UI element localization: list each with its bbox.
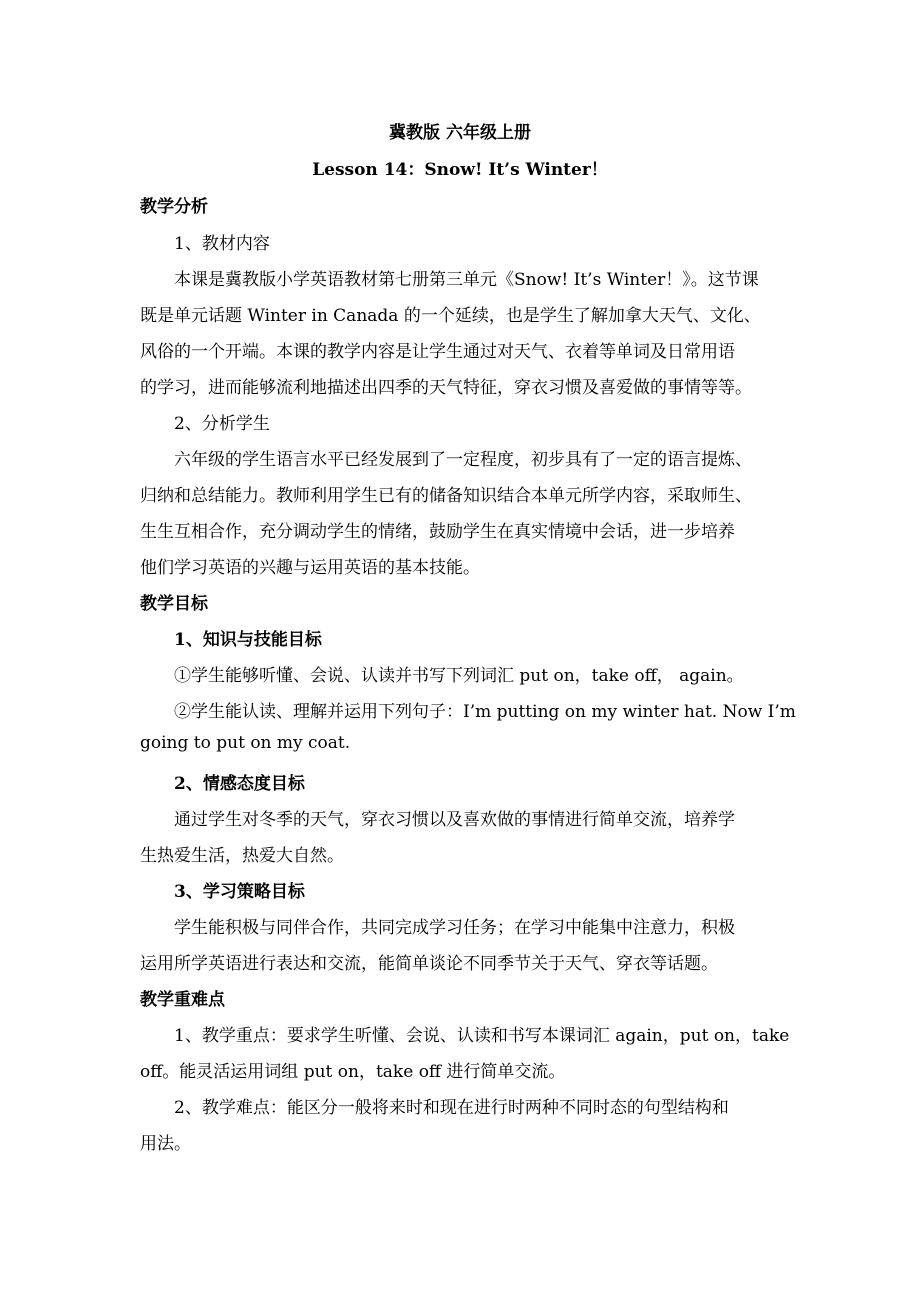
paragraph-line: 生生互相合作，充分调动学生的情绪，鼓励学生在真实情境中会话，进一步培养 [140, 522, 735, 542]
paragraph-line: 通过学生对冬季的天气，穿衣习惯以及喜欢做的事情进行简单交流，培养学 [174, 810, 735, 830]
keypoint-item: 2、教学难点：能区分一般将来时和现在进行时两种不同时态的句型结构和 [174, 1098, 729, 1118]
goal-item-continued: going to put on my coat. [140, 733, 351, 753]
paragraph-line: 他们学习英语的兴趣与运用英语的基本技能。 [140, 558, 480, 578]
lesson-title: Lesson 14：Snow! It’s Winter！ [312, 160, 608, 180]
paragraph-line: 运用所学英语进行表达和交流，能简单谈论不同季节关于天气、穿衣等话题。 [140, 954, 718, 974]
paragraph-line: 归纳和总结能力。教师利用学生已有的储备知识结合本单元所学内容，采取师生、 [140, 486, 752, 506]
section-heading-keypoints: 教学重难点 [140, 990, 225, 1010]
section-heading-analysis: 教学分析 [140, 197, 208, 217]
section-heading-goals: 教学目标 [140, 594, 208, 614]
goal-item: ①学生能够听懂、会说、认读并书写下列词汇 put on，take off， again。 [174, 666, 744, 686]
paragraph-line: 六年级的学生语言水平已经发展到了一定程度，初步具有了一定的语言提炼、 [174, 450, 752, 470]
subheading-learning-strategy: 3、学习策略目标 [174, 882, 305, 902]
keypoint-item-continued: off。能灵活运用词组 put on，take off 进行简单交流。 [140, 1062, 566, 1082]
subheading-emotion-attitude: 2、情感态度目标 [174, 774, 305, 794]
paragraph-line: 的学习，进而能够流利地描述出四季的天气特征，穿衣习惯及喜爱做的事情等等。 [140, 378, 752, 398]
subheading-student-analysis: 2、分析学生 [174, 414, 270, 434]
keypoint-item-continued: 用法。 [140, 1134, 191, 1154]
paragraph-line: 风俗的一个开端。本课的教学内容是让学生通过对天气、衣着等单词及日常用语 [140, 342, 735, 362]
paragraph-line: 既是单元话题 Winter in Canada 的一个延续，也是学生了解加拿大天气、文化、 [140, 306, 761, 326]
paragraph-line: 本课是冀教版小学英语教材第七册第三单元《Snow! It’s Winter！》。这节课 [174, 270, 759, 290]
paragraph-line: 学生能积极与同伴合作，共同完成学习任务；在学习中能集中注意力，积极 [174, 918, 735, 938]
subheading-textbook-content: 1、教材内容 [174, 234, 270, 254]
document-title: 冀教版 六年级上册 [389, 123, 531, 143]
goal-item: ②学生能认读、理解并运用下列句子：I’m putting on my winter hat. Now I’m [174, 702, 796, 722]
subheading-knowledge-skills: 1、知识与技能目标 [174, 630, 322, 650]
keypoint-item: 1、教学重点：要求学生听懂、会说、认读和书写本课词汇 again，put on，take [174, 1026, 790, 1046]
paragraph-line: 生热爱生活，热爱大自然。 [140, 846, 344, 866]
